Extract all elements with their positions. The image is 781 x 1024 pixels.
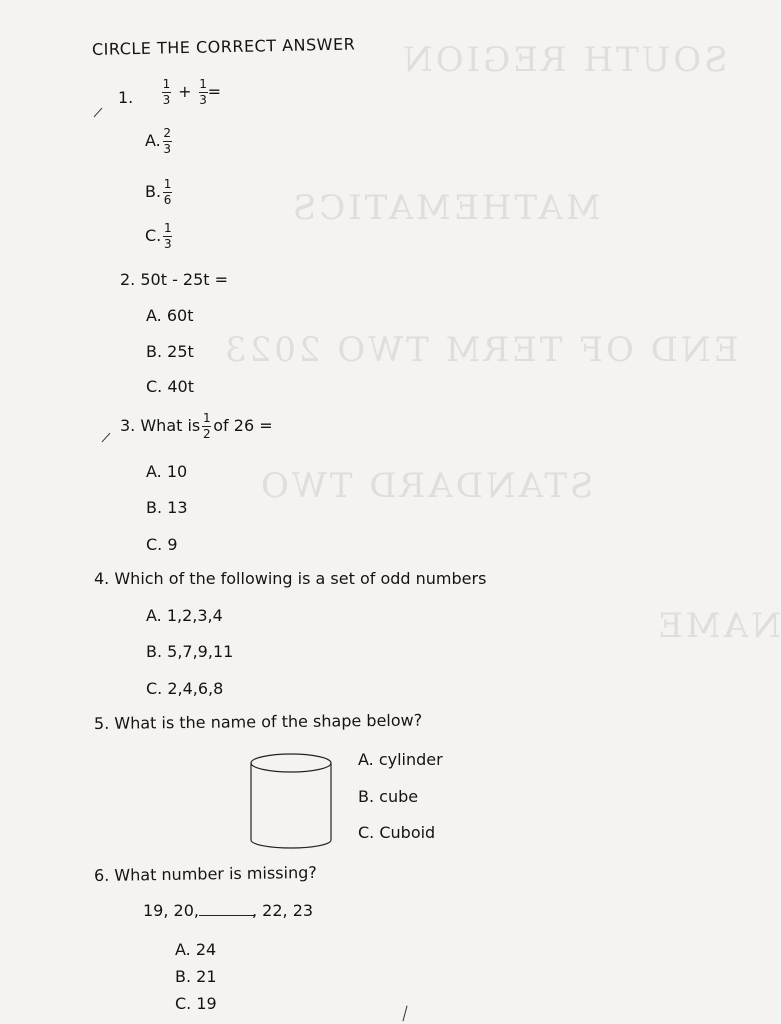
bleed-through-title: SOUTH REGION bbox=[400, 40, 728, 80]
q5-text: 5. What is the name of the shape below? bbox=[93, 710, 423, 733]
q6-option-a[interactable]: A. 24 bbox=[175, 940, 217, 959]
q1-fraction-a: $\frac{1}{3}$ bbox=[162, 77, 171, 107]
q3-option-c[interactable]: C. 9 bbox=[146, 535, 178, 554]
cylinder-shape bbox=[248, 752, 338, 852]
check-mark bbox=[94, 108, 103, 118]
bleed-through-term: END OF TERM TWO 2023 bbox=[222, 330, 739, 370]
bleed-through-class: STANDARD TWO bbox=[258, 466, 594, 506]
q3-option-b[interactable]: B. 13 bbox=[146, 498, 188, 517]
bleed-through-subject: MATHEMATICS bbox=[290, 188, 601, 228]
q2-text: 2. 50t - 25t = bbox=[120, 270, 229, 289]
q5-option-c[interactable]: C. Cuboid bbox=[358, 823, 436, 842]
q6-option-b[interactable]: B. 21 bbox=[175, 967, 217, 986]
q6-option-c[interactable]: C. 19 bbox=[175, 994, 217, 1013]
q1-plus: + bbox=[178, 82, 192, 101]
pen-stroke bbox=[402, 1006, 407, 1022]
q1-fraction-b: $\frac{1}{3}$ bbox=[199, 77, 207, 107]
q5-option-b[interactable]: B. cube bbox=[358, 787, 419, 806]
q4-option-b[interactable]: B. 5,7,9,11 bbox=[146, 642, 234, 661]
q4-option-a[interactable]: A. 1,2,3,4 bbox=[146, 606, 223, 625]
bleed-through-name: NAME bbox=[655, 606, 781, 646]
q1-option-a[interactable]: A. $\frac{2}{3}$ bbox=[145, 126, 172, 156]
check-mark bbox=[102, 433, 111, 443]
q3-text: 3. What is $\frac{1}{2}$ of 26 = bbox=[120, 411, 273, 441]
q6-sequence: 19, 20, , 22, 23 bbox=[143, 901, 314, 920]
q3-fraction: $\frac{1}{2}$ bbox=[202, 411, 211, 441]
q3-option-a[interactable]: A. 10 bbox=[146, 462, 188, 481]
q6-text: 6. What number is missing? bbox=[93, 862, 317, 885]
q6-blank[interactable] bbox=[199, 903, 255, 916]
q2-option-b[interactable]: B. 25t bbox=[146, 342, 194, 361]
instruction-heading: CIRCLE THE CORRECT ANSWER bbox=[91, 34, 356, 59]
q1-option-b[interactable]: B. $\frac{1}{6}$ bbox=[145, 177, 172, 207]
q2-option-c[interactable]: C. 40t bbox=[146, 377, 194, 396]
q1-expression bbox=[160, 78, 221, 107]
q4-option-c[interactable]: C. 2,4,6,8 bbox=[146, 679, 224, 698]
q1-option-c[interactable]: C. $\frac{1}{3}$ bbox=[145, 221, 172, 251]
q5-option-a[interactable]: A. cylinder bbox=[358, 750, 443, 769]
q4-text: 4. Which of the following is a set of odd numbers bbox=[94, 569, 487, 588]
q2-option-a[interactable]: A. 60t bbox=[146, 306, 194, 325]
q1-number: 1. bbox=[118, 88, 134, 107]
q1-equals: = bbox=[207, 82, 221, 101]
